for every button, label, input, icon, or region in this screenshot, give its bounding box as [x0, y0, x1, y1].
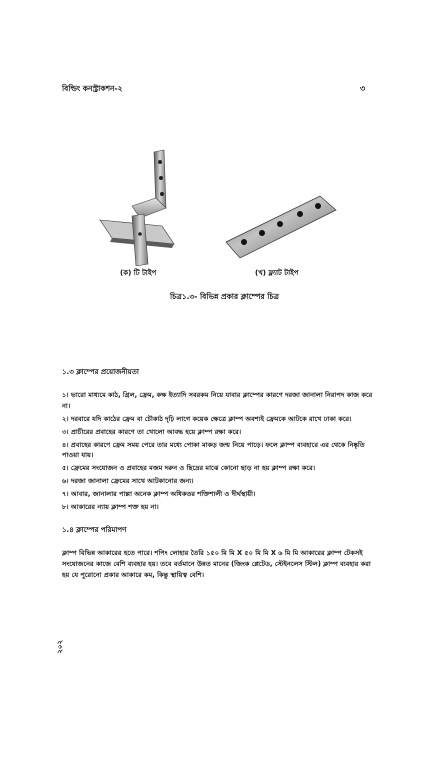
list-item: ৩। প্রাচীরের প্রবাহের কারণে তা খোলো আবদ্ধ হয়ে ক্লাম্প রক্ষা করে। [62, 427, 242, 436]
page-number: ৩ [360, 84, 366, 93]
figure-caption-b: (খ) ফ্ল্যাট টাইপ [255, 269, 299, 277]
margin-note: ২০২ [56, 640, 64, 654]
figure-block [0, 140, 432, 301]
list-item: ১। ভারো মাধ্যমে কাঠ, গ্রিল, ফ্রেম, কক্ষ ইত্যাদি সবরকম নিয়ে যাবার ক্লাম্পের কারণে দরজা জানালা নিরাপদ কাজ করে না। [62, 391, 373, 410]
figure-caption-a: (ক) টি টাইপ [120, 269, 157, 277]
section-heading: ১.৩ ক্লাম্পের প্রয়োজনীয়তা [62, 368, 139, 376]
t-type-clamp-image [92, 148, 190, 266]
list-item: ৪। প্রবাহের কারণে ফ্রেম সময় পেরে তার মধ্যে পোকা মাকড় জন্ম নিয়ে পাড়ে। ফলে ক্লাম্প ব্যবহারে এর থেকে নিষ্কৃতি পাওয়া যায়। [62, 440, 365, 459]
figure-title: চিত্র১.৩- বিভিন্ন প্রকার ক্লাম্পের চিত্র [170, 292, 279, 301]
list-item: ২। দরবারে যদি কাঠের ফ্রেম বা চৌকাঠ দৃঢ়ি লাগে কয়েক ক্ষেত্রে ক্লাম্প অবশ্যই ফ্রেমকে আটকে রাখে ঢাকা করে। [62, 414, 352, 423]
paragraph: ক্লাম্প বিভিন্ন আকারের হতে পারে। শপিং লোহার তৈরি ১৫০ মি মি X ৫০ মি মি X ৬ মি মি আকারের ক্লাম্প টেকসই সংযোজনের কাজে বেশি ব্যবহার হয়। তবে বর্তমানে উন্নত মানের (জিংক প্লেটেড, স্টেইনলেস স্টিল) ক্লাম্প ব্যবহার করা হয় যে পুরোনো প্রকার আকারে কম, কিন্তু স্থায়িত্ব বেশি। [62, 549, 371, 579]
list-item: ৬। দরজা জানালা ফ্রেমের সাথে আটকানোর জন্য। [62, 477, 194, 485]
running-header: বিল্ডিং কনস্ট্রাকশন-২ [62, 84, 123, 93]
list-item: ৫। ফ্রেমের সংযোজন ও প্রবাহের মজম দরুন ও ছিদ্রের মাঝে কোনো ছাড় না হয় ক্লাম্প রক্ষা করে। [62, 464, 316, 472]
flat-type-clamp-image [222, 192, 342, 262]
section-heading: ১.৪ ক্লাম্পের পরিমাপণ [62, 526, 127, 534]
list-item: ৮। আকারের ন্যায় ক্লাম্প শক্ত হয় না। [62, 503, 159, 511]
section-clamp-necessity [62, 366, 374, 515]
list-item: ৭। আবার, জানালার পাল্লা অনেক ক্লাম্প অধিকতর শক্তিশালী ও দীর্ঘস্থায়ী। [62, 490, 256, 498]
section-clamp-sizes [62, 524, 374, 581]
